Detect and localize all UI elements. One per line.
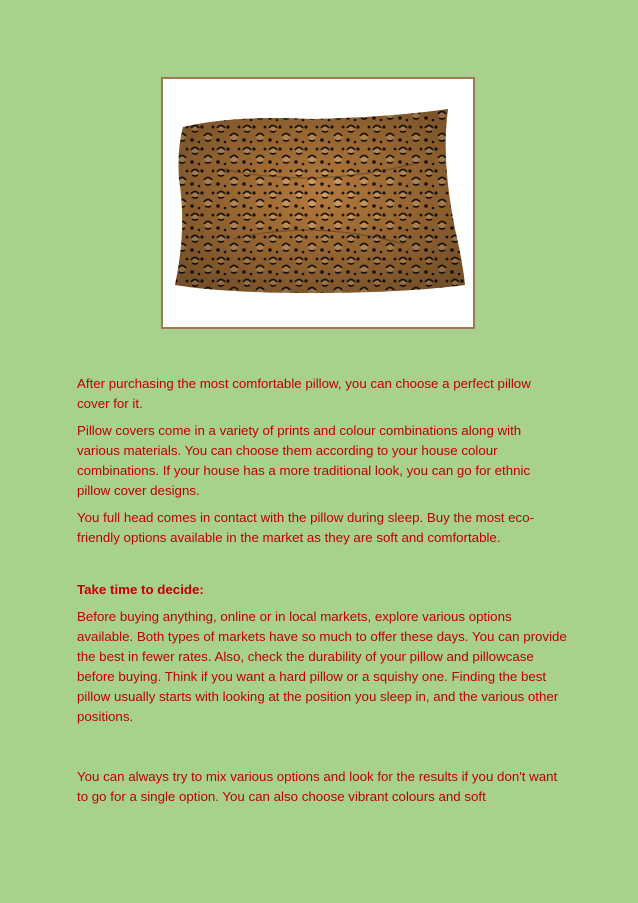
paragraph: Pillow covers come in a variety of prints and colour combinations along with various materials. You can choose them according to your house colour combinations. If your house has a more traditional look, you can go for ethnic pillow cover designs. — [77, 423, 531, 498]
leopard-pillow-image — [163, 79, 473, 327]
paragraph: After purchasing the most comfortable pillow, you can choose a perfect pillow cover for it. — [77, 376, 531, 411]
body-text-section-1 — [77, 374, 567, 555]
body-text-section-2 — [77, 580, 567, 734]
section-heading: Take time to decide: — [77, 582, 204, 597]
pillow-image-frame — [161, 77, 475, 329]
paragraph: You full head comes in contact with the pillow during sleep. Buy the most eco-friendly options available in the market as they are soft and comfortable. — [77, 510, 535, 545]
paragraph: You can always try to mix various options and look for the results if you don't want to go for a single option. You can also choose vibrant colours and soft — [77, 769, 558, 804]
paragraph: Before buying anything, online or in local markets, explore various options available. Both types of markets have so much to offer these days. You can provide the best in fewer rates. Also, check the durability of your pillow and pillowcase before buying. Think if you want a hard pillow or a squishy one. Finding the best pillow usually starts with looking at the position you sleep in, and the various other positions. — [77, 609, 567, 724]
body-text-section-3 — [77, 767, 567, 814]
